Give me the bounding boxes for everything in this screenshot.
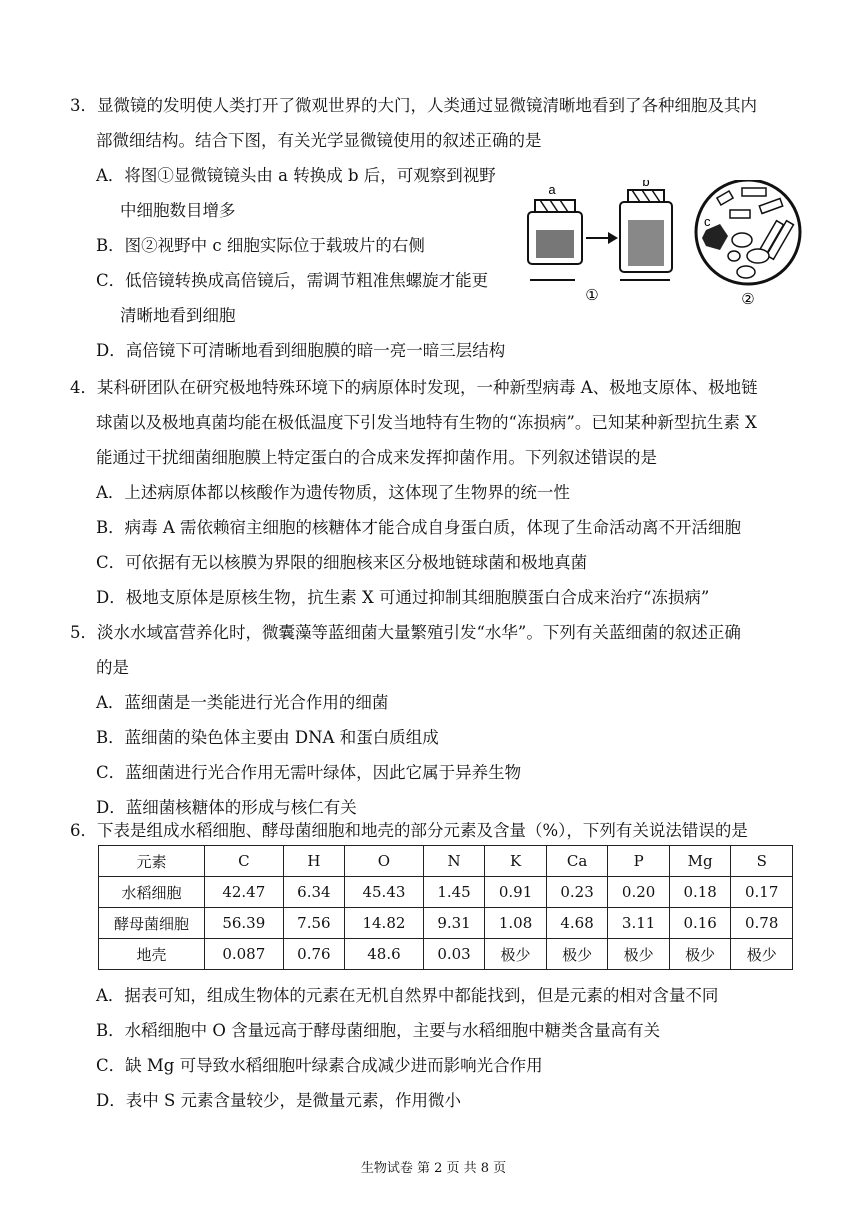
table-cell: 0.16 — [669, 908, 731, 939]
q3-option-c-line1: C．低倍镜转换成高倍镜后，需调节粗准焦螺旋才能更 — [96, 271, 489, 290]
table-cell: 0.087 — [205, 939, 284, 970]
element-content-table — [98, 845, 793, 970]
label-a: a — [548, 182, 556, 197]
q5-option-d: D．蓝细菌核糖体的形成与核仁有关 — [96, 798, 357, 817]
table-header-row — [99, 846, 793, 877]
table-header-cell: 元素 — [99, 846, 205, 877]
q4-stem-line3: 能通过干扰细菌细胞膜上特定蛋白的合成来发挥抑菌作用。下列叙述错误的是 — [96, 448, 657, 467]
q6-option-b: B．水稻细胞中 O 含量远高于酵母菌细胞，主要与水稻细胞中糖类含量高有关 — [96, 1021, 661, 1040]
table-cell: 极少 — [608, 939, 670, 970]
q6-option-d: D．表中 S 元素含量较少，是微量元素，作用微小 — [96, 1091, 462, 1110]
q3-stem-line2: 部微细结构。结合下图，有关光学显微镜使用的叙述正确的是 — [96, 131, 542, 150]
q6-stem: 6．下表是组成水稻细胞、酵母菌细胞和地壳的部分元素及含量（%），下列有关说法错误的是 — [70, 821, 748, 840]
q3-option-c-line2: 清晰地看到细胞 — [120, 306, 236, 325]
label-b: b — [642, 180, 650, 189]
q5-option-b: B．蓝细菌的染色体主要由 DNA 和蛋白质组成 — [96, 728, 439, 747]
field-of-view — [696, 180, 800, 284]
table-header-cell: C — [205, 846, 284, 877]
q4-stem-line1: 4．某科研团队在研究极地特殊环境下的病原体时发现，一种新型病毒 A、极地支原体、极地链 — [70, 378, 758, 397]
microscope-figure — [520, 180, 810, 310]
table-cell: 地壳 — [99, 939, 205, 970]
table-cell: 9.31 — [423, 908, 485, 939]
q4-option-c: C．可依据有无以核膜为界限的细胞核来区分极地链球菌和极地真菌 — [96, 553, 588, 572]
table-cell: 极少 — [485, 939, 547, 970]
table-header-cell: S — [731, 846, 793, 877]
table-cell: 极少 — [731, 939, 793, 970]
q5-stem-line2: 的是 — [96, 658, 129, 677]
label-c: c — [704, 214, 711, 229]
q4-option-d: D．极地支原体是原核生物，抗生素 X 可通过抑制其细胞膜蛋白合成来治疗“冻损病” — [96, 588, 710, 607]
page-footer: 生物试卷 第 2 页 共 8 页 — [360, 1161, 507, 1176]
q5-option-a: A．蓝细菌是一类能进行光合作用的细菌 — [96, 693, 389, 712]
table-cell: 水稻细胞 — [99, 877, 205, 908]
table-cell: 极少 — [546, 939, 608, 970]
q6-option-c: C．缺 Mg 可导致水稻细胞叶绿素合成减少进而影响光合作用 — [96, 1056, 543, 1075]
table-header-cell: P — [608, 846, 670, 877]
table-header-cell: Ca — [546, 846, 608, 877]
table-cell: 0.17 — [731, 877, 793, 908]
objective-lens-b — [620, 190, 672, 272]
table-cell: 48.6 — [345, 939, 424, 970]
table-cell: 6.34 — [283, 877, 345, 908]
table-cell: 45.43 — [345, 877, 424, 908]
table-cell: 14.82 — [345, 908, 424, 939]
table-header-cell: Mg — [669, 846, 731, 877]
q5-stem-line1: 5．淡水水域富营养化时，微囊藻等蓝细菌大量繁殖引发“水华”。下列有关蓝细菌的叙述正确 — [70, 623, 741, 642]
q5-option-c: C．蓝细菌进行光合作用无需叶绿体，因此它属于异养生物 — [96, 763, 522, 782]
microscope-figure-svg — [520, 180, 810, 310]
q4-option-a: A．上述病原体都以核酸作为遗传物质，这体现了生物界的统一性 — [96, 483, 570, 502]
table-cell: 7.56 — [283, 908, 345, 939]
table-cell: 0.23 — [546, 877, 608, 908]
table-cell: 3.11 — [608, 908, 670, 939]
table-cell: 0.03 — [423, 939, 485, 970]
table-header-cell: O — [345, 846, 424, 877]
q3-option-a-line2: 中细胞数目增多 — [120, 201, 236, 220]
q3-option-d: D．高倍镜下可清晰地看到细胞膜的暗一亮一暗三层结构 — [96, 341, 506, 360]
table-cell: 0.91 — [485, 877, 547, 908]
table-header-cell: H — [283, 846, 345, 877]
table-cell: 1.45 — [423, 877, 485, 908]
q6-option-a: A．据表可知，组成生物体的元素在无机自然界中都能找到，但是元素的相对含量不同 — [96, 986, 719, 1005]
table-header-cell: N — [423, 846, 485, 877]
figure-num-1: ① — [585, 286, 599, 304]
q3-option-b: B．图②视野中 c 细胞实际位于载玻片的右侧 — [96, 236, 425, 255]
table-cell: 酵母菌细胞 — [99, 908, 205, 939]
figure-num-2: ② — [741, 290, 755, 308]
objective-lens-a — [528, 200, 582, 264]
arrow-right-icon — [586, 232, 618, 244]
q3-option-a-line1: A．将图①显微镜镜头由 a 转换成 b 后，可观察到视野 — [96, 166, 496, 185]
q3-stem-line1: 3．显微镜的发明使人类打开了微观世界的大门，人类通过显微镜清晰地看到了各种细胞及其内 — [70, 96, 757, 115]
table-cell: 56.39 — [205, 908, 284, 939]
table-row — [99, 877, 793, 908]
q4-stem-line2: 球菌以及极地真菌均能在极低温度下引发当地特有生物的“冻损病”。已知某种新型抗生素 X — [96, 413, 757, 432]
table-cell: 4.68 — [546, 908, 608, 939]
table-cell: 42.47 — [205, 877, 284, 908]
table-cell: 极少 — [669, 939, 731, 970]
table-row — [99, 908, 793, 939]
q4-option-b: B．病毒 A 需依赖宿主细胞的核糖体才能合成自身蛋白质，体现了生命活动离不开活细胞 — [96, 518, 742, 537]
table-row — [99, 939, 793, 970]
table-cell: 0.18 — [669, 877, 731, 908]
table-cell: 0.78 — [731, 908, 793, 939]
table-cell: 1.08 — [485, 908, 547, 939]
table-cell: 0.20 — [608, 877, 670, 908]
table-cell: 0.76 — [283, 939, 345, 970]
table-header-cell: K — [485, 846, 547, 877]
